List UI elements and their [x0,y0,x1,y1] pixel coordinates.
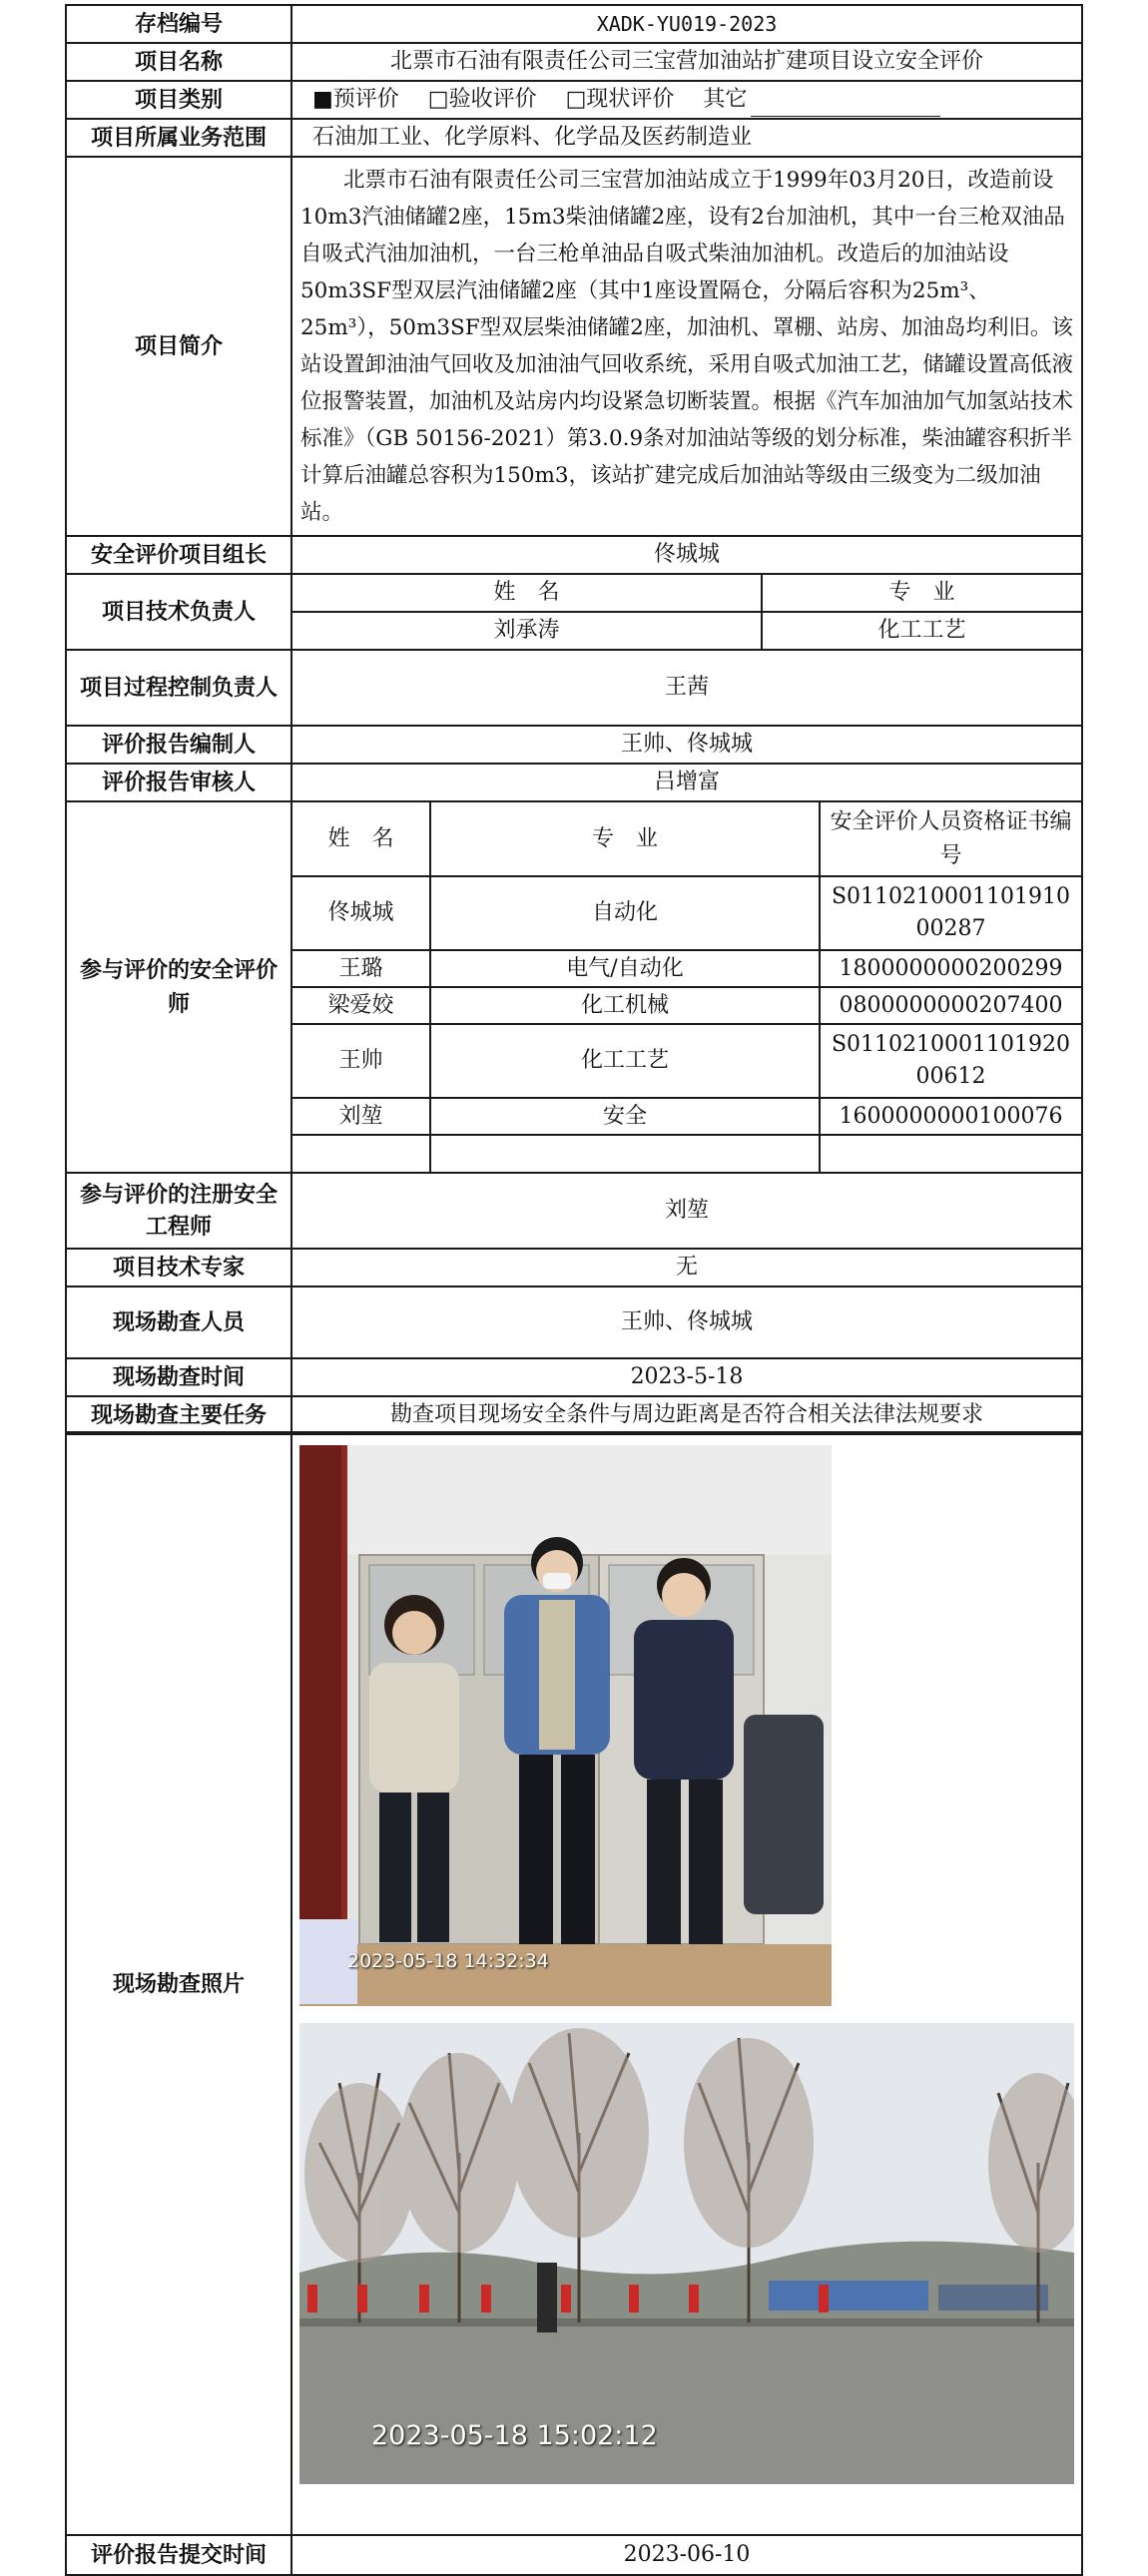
leader-value: 佟城城 [291,536,1082,574]
category-acceptance: □验收评价 [427,87,537,112]
intro-label: 项目简介 [66,157,291,536]
evaluator-major: 化工机械 [430,987,820,1024]
evaluators-header-cert: 安全评价人员资格证书编号 [830,808,1072,868]
submit-label: 评价报告提交时间 [66,2535,291,2575]
evaluators-header-name: 姓 名 [292,802,430,876]
table-row-empty [292,1135,1081,1172]
leader-label: 安全评价项目组长 [66,536,291,574]
tech-lead-name: 刘承涛 [292,612,762,649]
table-row [292,950,1081,987]
evaluator-major: 化工工艺 [430,1024,820,1098]
evaluator-cert: 0800000000207400 [820,987,1081,1024]
tech-lead-major-header: 专 业 [888,580,955,605]
photo-timestamp-1: 2023-05-18 14:32:34 [347,1950,549,1972]
tech-lead-major: 化工工艺 [762,612,1081,649]
evaluator-major: 电气/自动化 [430,950,820,987]
table-row [292,876,1081,950]
evaluators-header-major: 专 业 [430,802,820,876]
tech-lead-label: 项目技术负责人 [66,574,291,650]
survey-time-value: 2023-5-18 [291,1358,1082,1396]
outdoor-photo-illustration [299,2023,1074,2484]
category-other: 其它 [703,87,748,112]
evaluator-name: 王帅 [292,1024,430,1098]
project-name-value: 北票市石油有限责任公司三宝营加油站扩建项目设立安全评价 [291,43,1082,81]
evaluator-name: 梁爱姣 [292,987,430,1024]
reviewer-label: 评价报告审核人 [66,764,291,801]
site-photo-office [299,1445,832,2006]
evaluator-major: 自动化 [430,876,820,950]
expert-label: 项目技术专家 [66,1249,291,1287]
survey-staff-label: 现场勘查人员 [66,1287,291,1358]
table-row [292,1024,1081,1098]
photos-label: 现场勘查照片 [66,1432,291,2535]
evaluators-label: 参与评价的安全评价师 [66,801,291,1173]
evaluator-cert: S011021000110191000287 [820,876,1081,950]
site-photo-outdoor [299,2023,1074,2484]
survey-time-label: 现场勘查时间 [66,1358,291,1396]
table-row [292,1098,1081,1135]
compiler-label: 评价报告编制人 [66,726,291,764]
survey-staff-value: 王帅、佟城城 [291,1287,1082,1358]
category-options [291,81,1082,119]
evaluator-name: 王璐 [292,950,430,987]
evaluator-cert: 1800000000200299 [820,950,1081,987]
evaluator-name: 刘堃 [292,1098,430,1135]
expert-value: 无 [291,1249,1082,1287]
reviewer-value: 吕增富 [291,764,1082,801]
office-photo-illustration [299,1445,832,2006]
tech-lead-name-header: 姓 名 [292,575,762,612]
process-lead-label: 项目过程控制负责人 [66,650,291,726]
info-table [65,4,1083,1435]
evaluator-cert: 1600000000100076 [820,1098,1081,1135]
survey-task-label: 现场勘查主要任务 [66,1396,291,1434]
business-scope-value: 石油加工业、化学原料、化学品及医药制造业 [291,119,1082,157]
submit-value: 2023-06-10 [291,2535,1082,2575]
evaluator-name: 佟城城 [292,876,430,950]
evaluator-major: 安全 [430,1098,820,1135]
compiler-value: 王帅、佟城城 [291,726,1082,764]
engineer-value: 刘堃 [291,1173,1082,1249]
category-other-blank [751,94,940,117]
evaluator-cert: S011021000110192000612 [820,1024,1081,1098]
archive-value: XADK-YU019-2023 [291,5,1082,43]
table-row [292,987,1081,1024]
category-label: 项目类别 [66,81,291,119]
photo-timestamp-2: 2023-05-18 15:02:12 [371,2420,658,2451]
business-scope-label: 项目所属业务范围 [66,119,291,157]
tech-lead-table [292,575,1081,649]
engineer-label: 参与评价的注册安全工程师 [66,1173,291,1249]
survey-task-value: 勘查项目现场安全条件与周边距离是否符合相关法律法规要求 [291,1396,1082,1434]
project-name-label: 项目名称 [66,43,291,81]
intro-text: 北票市石油有限责任公司三宝营加油站成立于1999年03月20日，改造前设10m3汽油储罐2座，15m3柴油储罐2座，设有2台加油机，其中一台三枪双油品自吸式汽油加油机，一台三枪单油品自吸式柴油加油机。改造后的加油站设50m3SF型双层汽油储罐2座（其中1座设置隔仓，分隔后容积为25m³、25m³），50m3SF型双层柴油储罐2座，加油机、罩棚、站房、加油岛均利旧。该站设置卸油油气回收及加油油气回收系统，采用自吸式加油工艺，储罐设置高低液位报警装置，加油机及站房内均设紧急切断装置。根据《汽车加油加气加氢站技术标准》（GB 50156-2021）第3.0.9条对加油站等级的划分标准，柴油罐容积折半计算后油罐总容积为150m3，该站扩建完成后加油站等级由三级变为二级加油站。 [291,157,1082,536]
category-pre-eval: ■预评价 [312,87,399,112]
process-lead-value: 王茜 [291,650,1082,726]
category-status: □现状评价 [565,87,675,112]
evaluators-table [292,802,1081,1172]
archive-label: 存档编号 [66,5,291,43]
